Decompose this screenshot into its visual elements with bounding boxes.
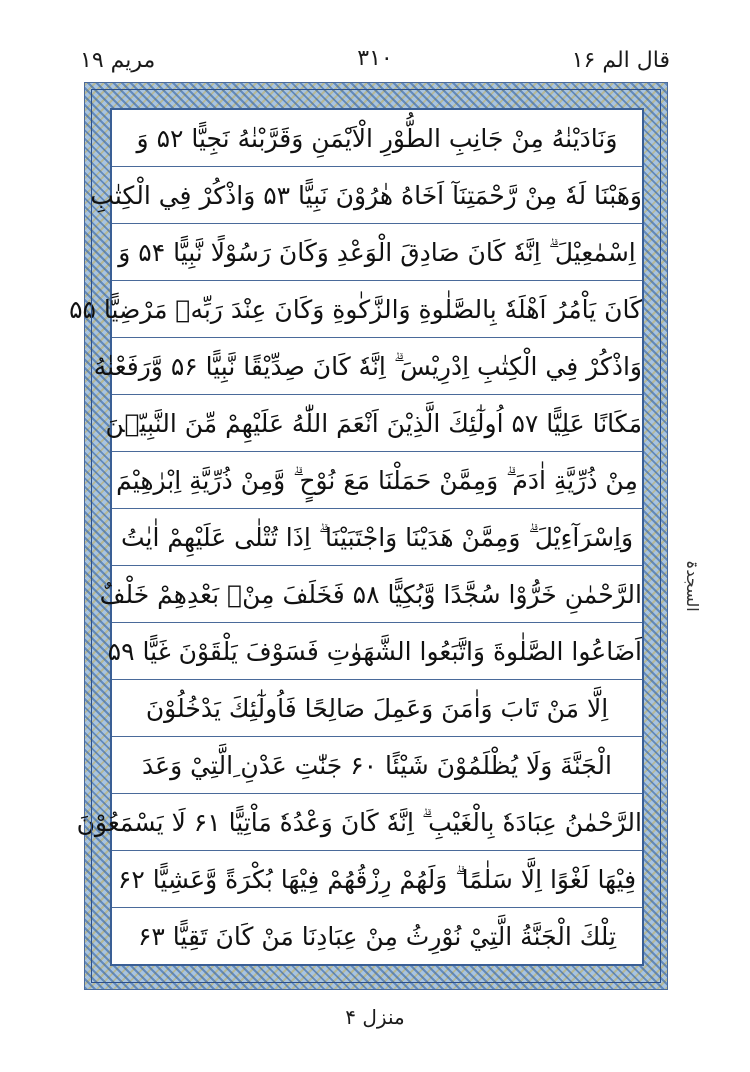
verse-line: الرَّحْمٰنِ خَرُّوْا سُجَّدًا وَّبُكِيًّا ۵۸ فَخَلَفَ مِنْۢ بَعْدِهِمْ خَلْفٌ xyxy=(112,566,642,623)
verse-line: مَكَانًا عَلِيًّا ۵۷ اُولٰٓئِكَ الَّذِيْنَ اَنْعَمَ اللّٰهُ عَلَيْهِمْ مِّنَ النَّبِيّٖنَ xyxy=(112,395,642,452)
sajdah-marker: السجدۃ xyxy=(683,560,702,612)
page-number: ۳۱۰ xyxy=(357,46,393,71)
verse-line: كَانَ يَاْمُرُ اَهْلَهٗ بِالصَّلٰوةِ وَالزَّكٰوةِ وَكَانَ عِنْدَ رَبِّهٖ مَرْضِيًّا ۵۵ xyxy=(112,281,642,338)
manzil-label: منزل ۴ xyxy=(345,1005,405,1029)
verse-line: مِنْ ذُرِّيَّةِ اٰدَمَ ۗ وَمِمَّنْ حَمَلْنَا مَعَ نُوْحٍ ۗ وَّمِنْ ذُرِّيَّةِ اِبْرٰهِيْمَ xyxy=(112,452,642,509)
page-header xyxy=(80,40,670,80)
verse-line: وَهَبْنَا لَهٗ مِنْ رَّحْمَتِنَآ اَخَاهُ هٰرُوْنَ نَبِيًّا ۵۳ وَاذْكُرْ فِي الْكِتٰبِ xyxy=(112,167,642,224)
juz-name-label: قال الم ۱۶ xyxy=(571,48,670,73)
verse-line: الرَّحْمٰنُ عِبَادَهٗ بِالْغَيْبِ ۗ اِنَّهٗ كَانَ وَعْدُهٗ مَاْتِيًّا ۶۱ لَا يَسْمَعُوْنَ xyxy=(112,794,642,851)
verse-line: اِسْمٰعِيْلَ ۗ اِنَّهٗ كَانَ صَادِقَ الْوَعْدِ وَكَانَ رَسُوْلًا نَّبِيًّا ۵۴ وَ xyxy=(112,224,642,281)
verse-line: وَاذْكُرْ فِي الْكِتٰبِ اِدْرِيْسَ ۗ اِنَّهٗ كَانَ صِدِّيْقًا نَّبِيًّا ۵۶ وَّرَفَعْنٰهُ xyxy=(112,338,642,395)
verse-line: تِلْكَ الْجَنَّةُ الَّتِيْ نُوْرِثُ مِنْ عِبَادِنَا مَنْ كَانَ تَقِيًّا ۶۳ xyxy=(137,922,617,951)
surah-name-label: مریم ۱۹ xyxy=(80,48,156,73)
verse-line: وَاِسْرَآءِيْلَ ۗ وَمِمَّنْ هَدَيْنَا وَاجْتَبَيْنَا ۗ اِذَا تُتْلٰى عَلَيْهِمْ اٰيٰتُ xyxy=(112,509,642,566)
verse-line: فِيْهَا لَغْوًا اِلَّا سَلٰمًا ۗ وَلَهُمْ رِزْقُهُمْ فِيْهَا بُكْرَةً وَّعَشِيًّا ۶۲ xyxy=(112,851,642,908)
verse-line: الْجَنَّةَ وَلَا يُظْلَمُوْنَ شَيْئًا ۶۰ جَنّٰتِ عَدْنِ ِالَّتِيْ وَعَدَ xyxy=(112,737,642,794)
verse-line: اَضَاعُوا الصَّلٰوةَ وَاتَّبَعُوا الشَّهَوٰتِ فَسَوْفَ يَلْقَوْنَ غَيًّا ۵۹ xyxy=(112,623,642,680)
quran-text-area xyxy=(69,108,644,966)
decorative-border xyxy=(69,82,668,990)
verse-line: وَنَادَيْنٰهُ مِنْ جَانِبِ الطُّوْرِ الْاَيْمَنِ وَقَرَّبْنٰهُ نَجِيًّا ۵۲ وَ xyxy=(112,110,642,167)
verse-line: اِلَّا مَنْ تَابَ وَاٰمَنَ وَعَمِلَ صَالِحًا فَاُولٰٓئِكَ يَدْخُلُوْنَ xyxy=(112,680,642,737)
